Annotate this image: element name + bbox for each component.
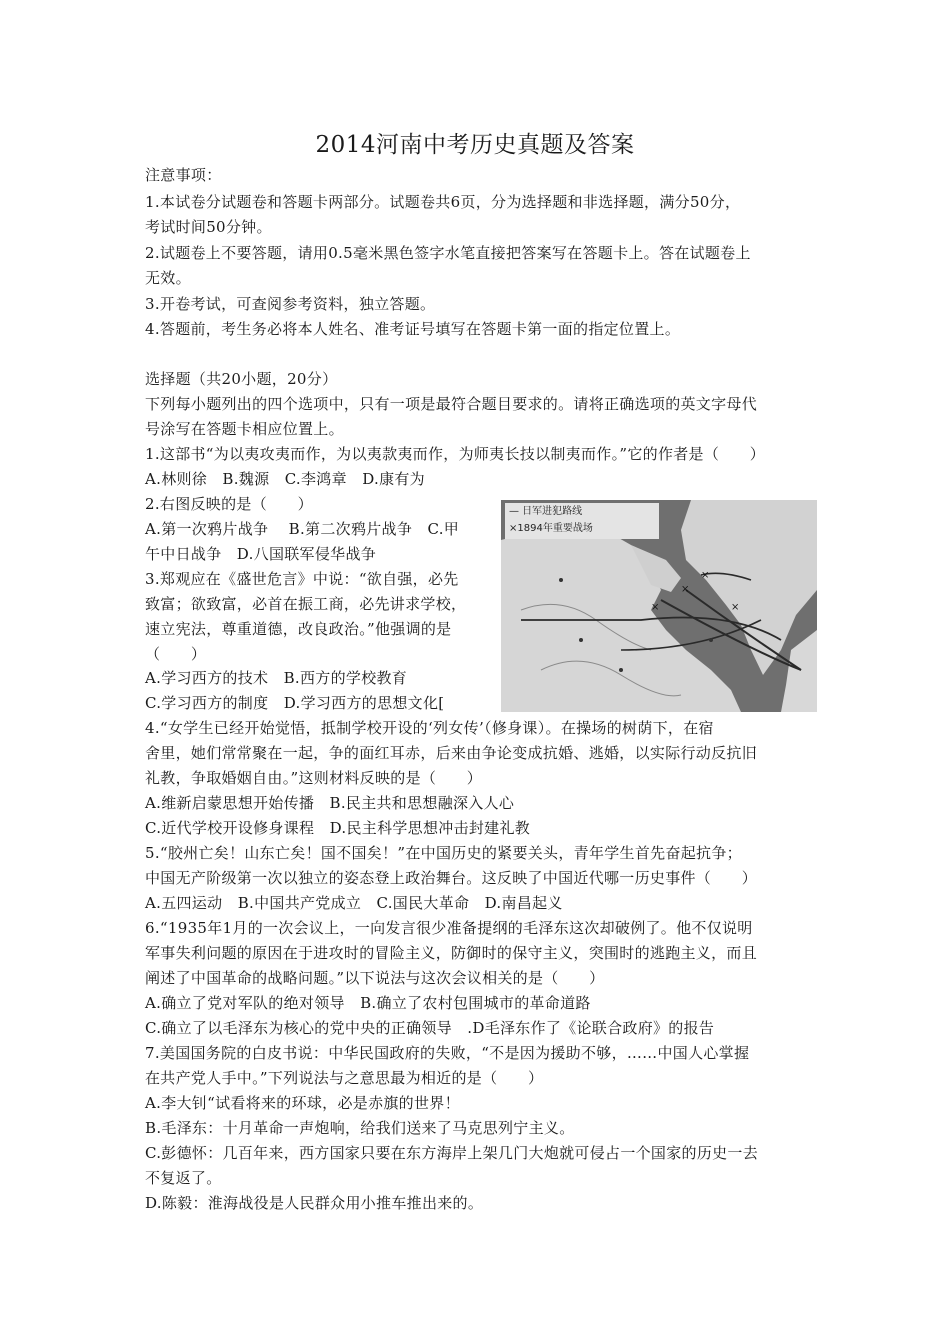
map-legend [505,503,659,539]
question-3-stem: 3.郑观应在《盛世危言》中说：“欲自强，必先 [145,570,459,588]
question-7-options: A.李大钊“试看将来的环球，必是赤旗的世界！ [145,1094,460,1112]
question-3-stem: 致富；欲致富，必首在振工商，必先讲求学校， [145,595,467,613]
question-7-stem: 7.美国国务院的白皮书说：中华民国政府的失败，“不是因为援助不够，……中国人心掌握 [145,1044,750,1062]
section-instruction: 号涂写在答题卡相应位置上。 [145,420,344,438]
notice-line: 无效。 [145,269,191,287]
map-city-dot [579,638,583,642]
question-2-options: A.第一次鸦片战争 B.第二次鸦片战争 C.甲 [145,520,460,538]
question-2-stem: 2.右图反映的是（ ） [145,495,313,513]
question-1-stem: 1.这部书“为以夷攻夷而作，为以夷款夷而作，为师夷长技以制夷而作。”它的作者是（ ） [145,445,766,463]
question-5-options: A.五四运动 B.中国共产党成立 C.国民大革命 D.南昌起义 [145,894,563,912]
question-7-options: D.陈毅：淮海战役是人民群众用小推车推出来的。 [145,1194,484,1212]
question-7-stem: 在共产党人手中。”下列说法与之意思最为相近的是（ ） [145,1069,544,1087]
question-3-options: A.学习西方的技术 B.西方的学校教育 [145,669,408,687]
question-4-stem: 舍里，她们常常聚在一起，争的面红耳赤，后来由争论变成抗婚、逃婚，以实际行动反抗旧 [145,744,758,762]
war-map-figure [501,500,817,712]
question-3-stem: （ ） [145,645,207,663]
question-6-options: A.确立了党对军队的绝对领导 B.确立了农村包围城市的革命道路 [145,994,591,1012]
question-7-options: B.毛泽东：十月革命一声炮响，给我们送来了马克思列宁主义。 [145,1119,575,1137]
question-3-stem: 速立宪法，尊重道德，改良政治。”他强调的是 [145,620,452,638]
map-battle-marker: × [681,584,690,595]
question-5-stem: 5.“胶州亡矣！山东亡矣！国不国矣！”在中国历史的紧要关头，青年学生首先奋起抗争； [145,844,742,862]
page-title: 2014河南中考历史真题及答案 [315,132,635,158]
map-city-dot [619,668,623,672]
section-instruction: 下列每小题列出的四个选项中，只有一项是最符合题目要求的。请将正确选项的英文字母代 [145,395,758,413]
notice-line: 2.试题卷上不要答题，请用0.5毫米黑色签字水笔直接把答案写在答题卡上。答在试题卷上 [145,244,751,262]
map-battle-marker: × [701,570,710,581]
question-4-options: A.维新启蒙思想开始传播 B.民主共和思想融深入人心 [145,794,515,812]
map-city-dot [709,638,713,642]
question-3-options: C.学习西方的制度 D.学习西方的思想文化[ [145,694,445,712]
question-6-stem: 军事失利问题的原因在于进攻时的冒险主义，防御时的保守主义，突围时的逃跑主义，而且 [145,944,758,962]
question-6-stem: 阐述了中国革命的战略问题。”以下说法与这次会议相关的是（ ） [145,969,605,987]
question-6-stem: 6.“1935年1月的一次会议上，一向发言很少准备提纲的毛泽东这次却破例了。他不仅说明 [145,919,753,937]
map-battle-marker: × [651,602,660,613]
map-city-dot [559,578,563,582]
question-6-options: C.确立了以毛泽东为核心的党中央的正确领导 .D毛泽东作了《论联合政府》的报告 [145,1019,715,1037]
map-land-japan [781,630,817,712]
question-4-stem: 4.“女学生已经开始觉悟，抵制学校开设的‘列女传’（修身课）。在操场的树荫下，在宿 [145,719,714,737]
question-5-stem: 中国无产阶级第一次以独立的姿态登上政治舞台。这反映了中国近代哪一历史事件（ ） [145,869,758,887]
notice-heading: 注意事项： [145,166,222,184]
question-7-options: 不复返了。 [145,1169,222,1187]
question-7-options: C.彭德怀：几百年来，西方国家只要在东方海岸上架几门大炮就可侵占一个国家的历史一去 [145,1144,759,1162]
question-2-options: 午中日战争 D.八国联军侵华战争 [145,545,377,563]
notice-line: 4.答题前，考生务必将本人姓名、准考证号填写在答题卡第一面的指定位置上。 [145,320,681,338]
map-legend-battle: ×1894年重要战场 [509,523,593,534]
question-4-stem: 礼教，争取婚姻自由。”这则材料反映的是（ ） [145,769,483,787]
question-4-options: C.近代学校开设修身课程 D.民主科学思想冲击封建礼教 [145,819,531,837]
notice-line: 考试时间50分钟。 [145,218,272,236]
question-1-options: A.林则徐 B.魏源 C.李鸿章 D.康有为 [145,470,425,488]
map-battle-marker: × [731,602,740,613]
section-heading: 选择题（共20小题，20分） [145,370,338,388]
map-legend-route: — 日军进犯路线 [509,506,583,517]
notice-line: 1.本试卷分试题卷和答题卡两部分。试题卷共6页，分为选择题和非选择题，满分50分， [145,193,741,211]
notice-line: 3.开卷考试，可查阅参考资料，独立答题。 [145,295,436,313]
